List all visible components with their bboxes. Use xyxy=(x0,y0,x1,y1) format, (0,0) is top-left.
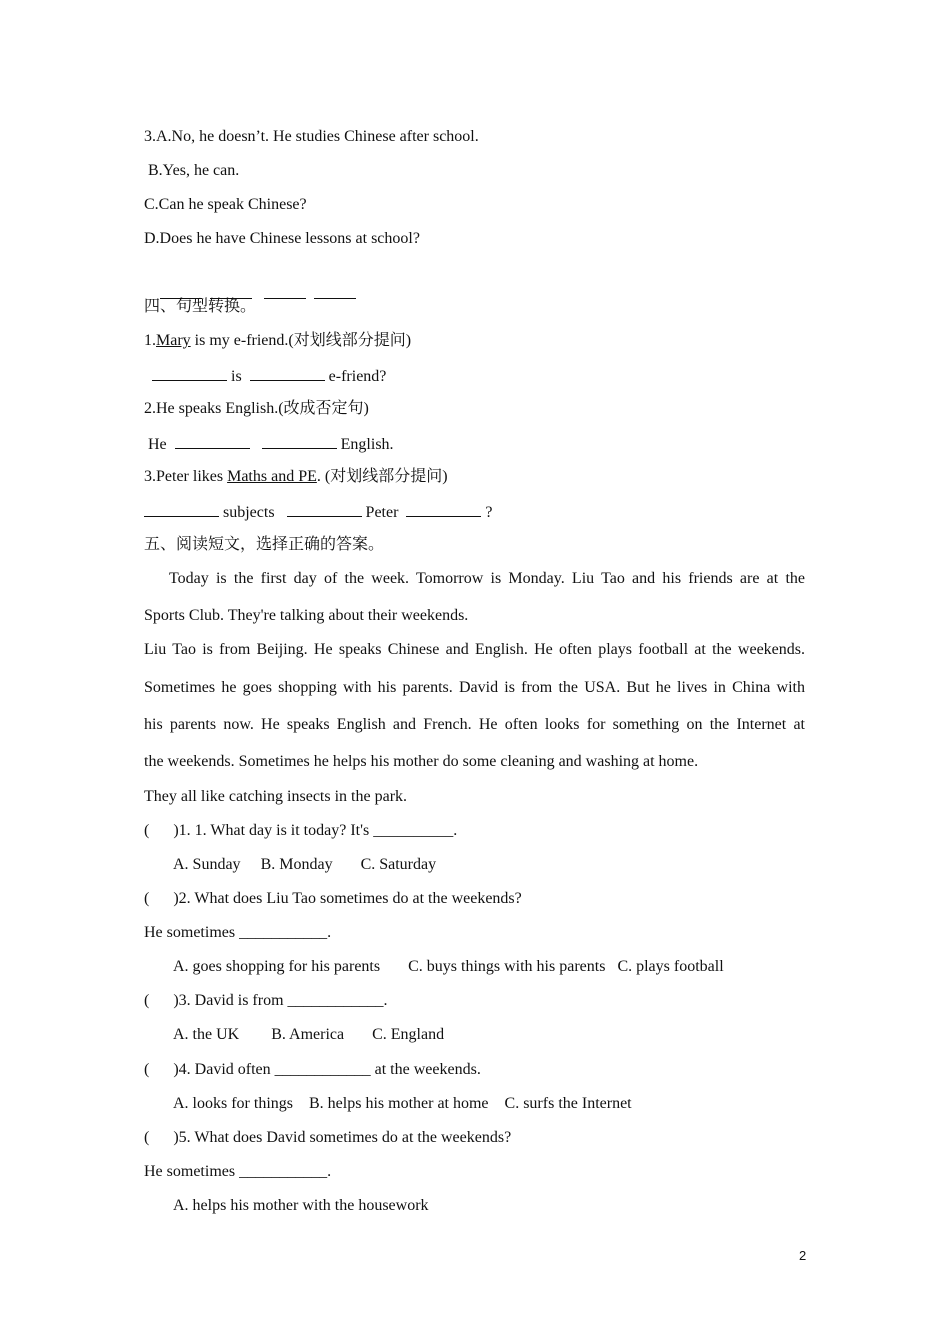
answer-blank[interactable] xyxy=(152,365,227,381)
q1-answer-is: is xyxy=(231,368,242,385)
question-4: ( )4. David often ____________ at the weekends. xyxy=(144,1061,481,1078)
option[interactable]: C. plays football xyxy=(617,958,724,975)
q1-rest: is my e-friend.(对划线部分提问) xyxy=(190,332,412,349)
passage-p2-line2: Sometimes he goes shopping with his parents. David is from the USA. But he lives in China with xyxy=(144,679,805,696)
section4-q3 xyxy=(144,467,448,487)
match-item3-d: D.Does he have Chinese lessons at school? xyxy=(144,230,420,247)
match-item3-b: B.Yes, he can. xyxy=(148,162,240,179)
match-item3-c: C.Can he speak Chinese? xyxy=(144,196,307,213)
passage-p1-line2: Sports Club. They're talking about their weekends. xyxy=(144,607,469,624)
option[interactable]: C. Saturday xyxy=(360,856,437,873)
passage-p2-line3: his parents now. He speaks English and French. He often looks for something on the Internet at xyxy=(144,716,805,733)
q1-underlined-word: Mary xyxy=(156,332,191,349)
passage-p2-line4: the weekends. Sometimes he helps his mother do some cleaning and washing at home. xyxy=(144,753,699,770)
question-2: ( )2. What does Liu Tao sometimes do at the weekends? xyxy=(144,890,522,907)
q3-post: . (对划线部分提问) xyxy=(316,468,448,485)
question-4-options xyxy=(173,1094,632,1114)
answer-blank[interactable] xyxy=(250,365,325,381)
answer-blank[interactable] xyxy=(406,501,481,517)
section4-q3-answer xyxy=(144,501,493,523)
section4-q1 xyxy=(144,331,411,351)
q2-answer-end: English. xyxy=(340,436,394,453)
question-1-options xyxy=(173,855,436,875)
option[interactable]: A. helps his mother with the housework xyxy=(173,1197,429,1214)
option[interactable]: C. England xyxy=(372,1026,445,1043)
answer-blank[interactable] xyxy=(144,501,219,517)
passage-p2-line1: Liu Tao is from Beijing. He speaks Chinese and English. He often plays football at the weekends. xyxy=(144,641,805,658)
answer-blank[interactable] xyxy=(262,433,337,449)
passage-p3: They all like catching insects in the park. xyxy=(144,788,408,805)
section5-heading: 五、阅读短文，选择正确的答案。 xyxy=(144,536,385,553)
page-number: 2 xyxy=(799,1248,807,1263)
passage-p1-line1: Today is the first day of the week. Tomorrow is Monday. Liu Tao and his friends are at the xyxy=(169,570,805,587)
option[interactable]: B. helps his mother at home xyxy=(309,1095,489,1112)
answer-blank[interactable] xyxy=(264,283,306,299)
option[interactable]: A. the UK xyxy=(173,1026,240,1043)
question-2-stem: He sometimes ___________. xyxy=(144,924,332,941)
q1-number: 1. xyxy=(144,332,156,349)
section4-q2-answer xyxy=(148,433,394,455)
answer-blank[interactable] xyxy=(314,283,356,299)
option[interactable]: C. surfs the Internet xyxy=(504,1095,632,1112)
section4-q2: 2.He speaks English.(改成否定句) xyxy=(144,400,369,417)
question-5-stem: He sometimes ___________. xyxy=(144,1163,332,1180)
question-3: ( )3. David is from ____________. xyxy=(144,992,388,1009)
option[interactable]: B. Monday xyxy=(260,856,333,873)
q3-answer-subjects: subjects xyxy=(223,504,275,521)
option[interactable]: A. looks for things xyxy=(173,1095,293,1112)
question-2-options xyxy=(173,957,724,977)
question-1: ( )1. 1. What day is it today? It's __________. xyxy=(144,822,458,839)
q2-answer-he: He xyxy=(148,436,167,453)
section4-heading: 四、句型转换。 xyxy=(144,298,257,315)
q3-pre: 3.Peter likes xyxy=(144,468,228,485)
option[interactable]: C. buys things with his parents xyxy=(408,958,606,975)
question-3-options xyxy=(173,1025,444,1045)
answer-blank[interactable] xyxy=(287,501,362,517)
option[interactable]: A. Sunday xyxy=(173,856,241,873)
q1-answer-end: e-friend? xyxy=(328,368,387,385)
q3-answer-peter: Peter xyxy=(365,504,399,521)
option[interactable]: B. America xyxy=(271,1026,345,1043)
question-5: ( )5. What does David sometimes do at the weekends? xyxy=(144,1129,512,1146)
q3-answer-end: ? xyxy=(485,504,493,521)
match-item3-a: 3.A.No, he doesn’t. He studies Chinese after school. xyxy=(144,128,479,145)
question-5-options xyxy=(173,1196,429,1216)
section4-q1-answer xyxy=(152,365,386,387)
answer-blank[interactable] xyxy=(175,433,250,449)
option[interactable]: A. goes shopping for his parents xyxy=(173,958,381,975)
q3-underlined-words: Maths and PE xyxy=(227,468,317,485)
